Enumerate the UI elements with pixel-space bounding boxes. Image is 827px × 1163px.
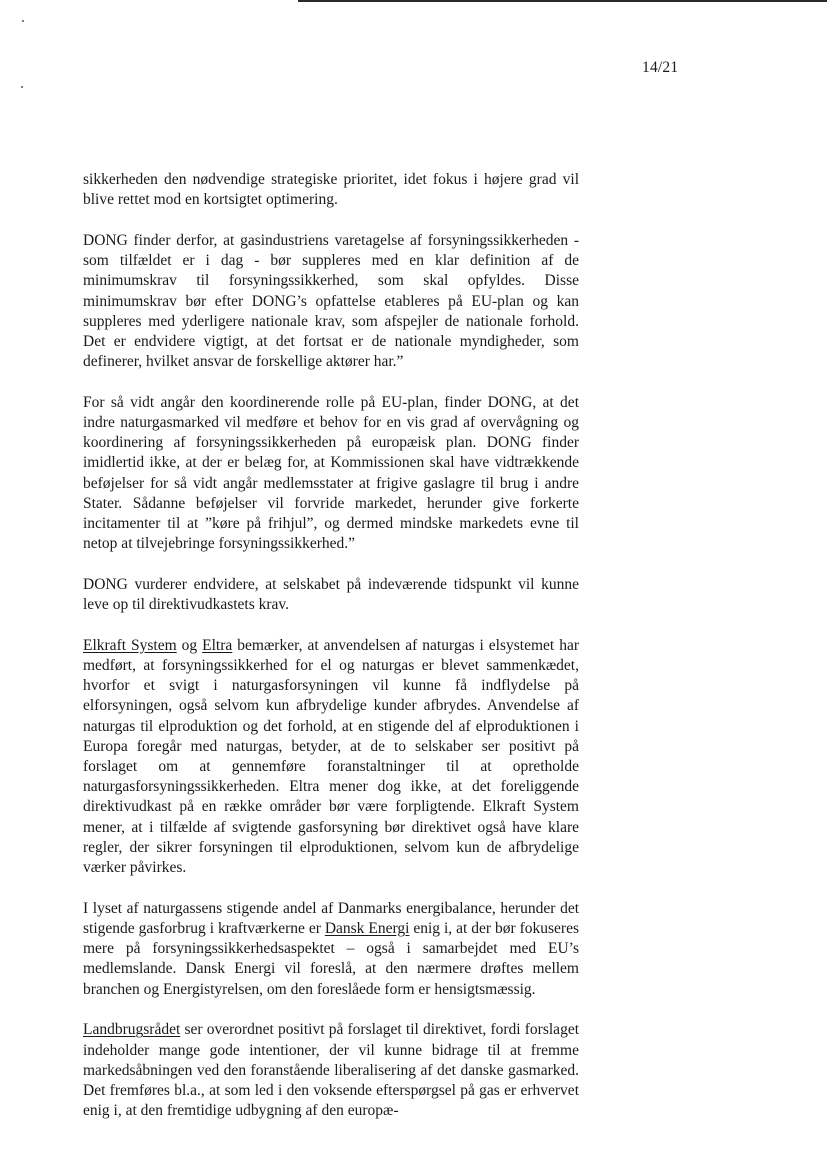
paragraph-continuation: sikkerheden den nødvendige strategiske prioritet, idet fokus i højere grad vil blive rettet mod en kortsigtet optimering.: [83, 171, 579, 209]
document-body: [83, 170, 579, 1142]
scan-speck: [21, 86, 23, 88]
paragraph-elkraft-eltra: [83, 636, 579, 878]
paragraph-text: ser overordnet positivt på forslaget til direktivet, fordi forslaget indeholder mange gode intentioner, der vil kunne bidrage til at fremme markedsåbningen ved den foranstående liberalisering af det danske gasmarked. Det fremføres bl.a., at som led i den voksende efterspørgsel på gas er erhvervet enig i, at den fremtidige udbygning af den europæ-: [83, 1021, 579, 1120]
paragraph-text: enig i, at der bør fokuseres mere på forsyningssikkerhedsaspektet – også i samarbejdet med EU’s medlemslande. Dansk Energi vil foreslå, at den nærmere drøftes mellem branchen og Energistyrelsen, om den foreslåede form er hensigtsmæssig.: [83, 920, 579, 998]
paragraph-dong-minimum-requirements: DONG finder derfor, at gasindustriens varetagelse af forsyningssikkerheden - som tilfældet er i dag - bør suppleres med en klar definition af de minimumskrav til forsyningssikkerhed, som skal opfyldes. Disse minimumskrav bør efter DONG’s opfattelse etableres på EU-plan og kan suppleres med yderligere nationale krav, som afspejler de nationale forhold. Det er endvidere vigtigt, at det fortsat er de nationale myndigheder, som definerer, hvilket ansvar de forskellige aktører har.”: [83, 231, 579, 371]
text-joiner: og: [176, 636, 203, 654]
paragraph-dong-compliance: DONG vurderer endvidere, at selskabet på indeværende tidspunkt vil kunne leve op til direktivudkastets krav.: [83, 575, 579, 614]
org-eltra: Eltra: [202, 636, 233, 654]
scan-speck: [22, 20, 24, 22]
paragraph-text: I lyset af naturgassens stigende andel af Danmarks energibalance, herunder det stigende gasforbrug i kraftværkerne er: [83, 899, 579, 937]
page-number: 14/21: [642, 59, 679, 76]
paragraph-text: bemærker, at anvendelsen af naturgas i elsystemet har medført, at forsyningssikkerhed for el og naturgas er blevet sammenkædet, hvorfor et svigt i naturgasforsyningen vil kunne få indflydelse på elforsyningen, også selvom kun afbrydelige kunder afbrydes. Anvendelse af naturgas til elproduktion og det forhold, at en stigende del af elproduktionen i Europa foregår med naturgas, betyder, at de to selskaber ser positivt på forslaget om at gennemføre foranstaltninger til at opretholde naturgasforsyningssikkerheden. Eltra mener dog ikke, at det foreliggende direktivudkast på en række områder bør være forpligtende. Elkraft System mener, at i tilfælde af svigtende gasforsyning bør direktivet også have klare regler, der sikrer forsyningen til elproduktionen, selvom kun de afbrydelige værker påvirkes.: [83, 636, 580, 877]
paragraph-dong-eu-coordination: For så vidt angår den koordinerende rolle på EU-plan, finder DONG, at det indre naturgasmarked vil medføre et behov for en vis grad af overvågning og koordinering af forsyningssikkerheden på europæisk plan. DONG finder imidlertid ikke, at der er belæg for, at Kommissionen skal have vidtrækkende beføjelser for så vidt angår medlemsstater at frigive gaslagre til brug i andre Stater. Sådanne beføjelser vil forvride markedet, herunder give forkerte incitamenter til at ”køre på frihjul”, og dermed mindske markedets evne til netop at tilvejebringe forsyningssikkerhed.”: [83, 393, 579, 553]
header-rule: [298, 0, 827, 2]
org-landbrugsraadet: Landbrugsrådet: [83, 1021, 181, 1039]
paragraph-landbrugsraadet: [83, 1020, 579, 1121]
paragraph-dansk-energi: [83, 899, 579, 1000]
org-dansk-energi: Dansk Energi: [324, 920, 410, 937]
org-elkraft-system: Elkraft System: [83, 636, 177, 654]
